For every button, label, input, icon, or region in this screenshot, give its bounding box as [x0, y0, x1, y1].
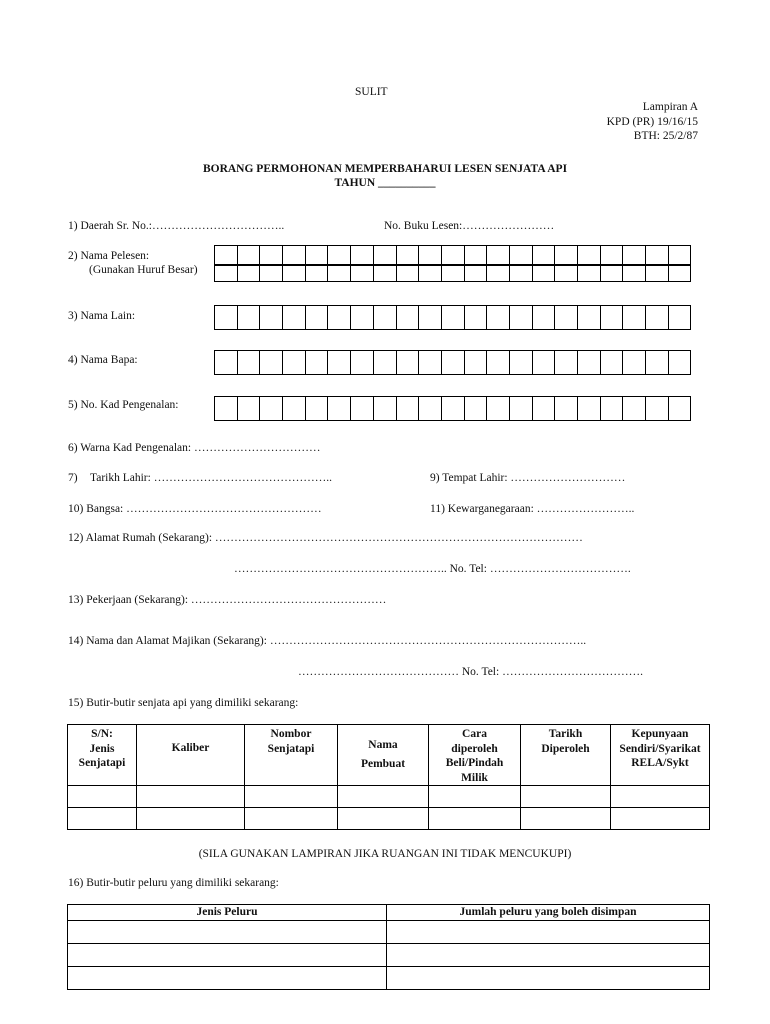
character-box[interactable] [555, 350, 578, 375]
field-majikan-tel[interactable]: …………………………………… No. Tel: ………………………………. [298, 666, 643, 678]
note-attachment: (SILA GUNAKAN LAMPIRAN JIKA RUANGAN INI TIDAK MENCUKUPI) [198, 848, 572, 860]
character-box[interactable] [397, 245, 420, 265]
character-box[interactable] [397, 396, 420, 421]
character-box[interactable] [465, 265, 488, 282]
character-box[interactable] [669, 396, 692, 421]
character-box[interactable] [510, 350, 533, 375]
character-box[interactable] [397, 265, 420, 282]
character-box[interactable] [238, 265, 261, 282]
character-box[interactable] [328, 245, 351, 265]
character-box[interactable] [238, 245, 261, 265]
weapons-table [67, 724, 710, 830]
reference-block [607, 100, 698, 144]
character-box[interactable] [646, 350, 669, 375]
field-bangsa[interactable]: 10) Bangsa: …………………………………………… [68, 503, 322, 515]
form-title-line1: BORANG PERMOHONAN MEMPERBAHARUI LESEN SENJATA API [202, 163, 568, 175]
character-box[interactable] [283, 396, 306, 421]
character-box[interactable] [465, 350, 488, 375]
character-box[interactable] [397, 350, 420, 375]
header-kepunyaan: Kepunyaan Sendiri/Syarikat RELA/Sykt [611, 725, 710, 786]
character-box[interactable] [306, 265, 329, 282]
character-box[interactable] [646, 245, 669, 265]
character-box[interactable] [533, 265, 556, 282]
table-cell[interactable] [429, 786, 521, 808]
character-box[interactable] [215, 265, 238, 282]
nama-pelesen-boxes-row1[interactable] [214, 245, 691, 265]
character-box[interactable] [555, 305, 578, 330]
table-row[interactable] [68, 944, 710, 967]
header-kaliber: Kaliber [137, 725, 245, 786]
character-box[interactable] [442, 245, 465, 265]
table-cell[interactable] [387, 944, 710, 967]
header-nombor-senjatapi: Nombor Senjatapi [245, 725, 338, 786]
table-cell[interactable] [387, 967, 710, 990]
field-alamat-rumah-tel[interactable]: ……………………………………………….. No. Tel: ………………………………. [234, 563, 631, 575]
character-box[interactable] [419, 265, 442, 282]
form-title [0, 162, 770, 190]
character-box[interactable] [578, 396, 601, 421]
character-box[interactable] [646, 396, 669, 421]
nama-pelesen-boxes-row2[interactable] [214, 265, 691, 282]
table-cell[interactable] [137, 808, 245, 830]
character-box[interactable] [646, 305, 669, 330]
character-box[interactable] [487, 350, 510, 375]
character-box[interactable] [623, 305, 646, 330]
header-cara-diperoleh: Cara diperoleh Beli/Pindah Milik [429, 725, 521, 786]
character-box[interactable] [623, 265, 646, 282]
field-nama-pelesen-label: 2) Nama Pelesen: [68, 250, 150, 262]
nama-bapa-boxes[interactable] [214, 350, 691, 375]
character-box[interactable] [555, 265, 578, 282]
table-row[interactable] [68, 921, 710, 944]
table-cell[interactable] [245, 786, 338, 808]
field-daerah-sr-no[interactable]: 1) Daerah Sr. No.:…………………………….. [68, 220, 285, 232]
character-box[interactable] [419, 396, 442, 421]
character-box[interactable] [669, 350, 692, 375]
table-cell[interactable] [68, 808, 137, 830]
character-box[interactable] [669, 245, 692, 265]
character-box[interactable] [215, 245, 238, 265]
character-box[interactable] [328, 396, 351, 421]
character-box[interactable] [283, 305, 306, 330]
header-jumlah-peluru: Jumlah peluru yang boleh disimpan [387, 905, 710, 921]
character-box[interactable] [533, 245, 556, 265]
character-box[interactable] [578, 350, 601, 375]
field-nama-bapa-label: 4) Nama Bapa: [68, 354, 138, 366]
character-box[interactable] [578, 305, 601, 330]
character-box[interactable] [260, 265, 283, 282]
field-tempat-lahir[interactable]: 9) Tempat Lahir: ………………………… [430, 472, 626, 484]
table-cell[interactable] [611, 808, 710, 830]
character-box[interactable] [260, 350, 283, 375]
character-box[interactable] [260, 396, 283, 421]
character-box[interactable] [601, 245, 624, 265]
character-box[interactable] [669, 265, 692, 282]
character-box[interactable] [555, 245, 578, 265]
ammo-table-header-row [68, 905, 710, 921]
character-box[interactable] [601, 265, 624, 282]
character-box[interactable] [260, 245, 283, 265]
character-box[interactable] [238, 350, 261, 375]
character-box[interactable] [419, 305, 442, 330]
character-box[interactable] [215, 305, 238, 330]
character-box[interactable] [351, 350, 374, 375]
character-box[interactable] [601, 396, 624, 421]
header-tarikh-diperoleh: Tarikh Diperoleh [521, 725, 611, 786]
character-box[interactable] [238, 305, 261, 330]
character-box[interactable] [623, 396, 646, 421]
character-box[interactable] [533, 350, 556, 375]
table-cell[interactable] [611, 786, 710, 808]
field-nama-alamat-majikan[interactable]: 14) Nama dan Alamat Majikan (Sekarang): ……………………………………………………………………….. [68, 635, 587, 647]
character-box[interactable] [260, 305, 283, 330]
table-cell[interactable] [387, 921, 710, 944]
character-box[interactable] [555, 396, 578, 421]
character-box[interactable] [487, 245, 510, 265]
character-box[interactable] [351, 245, 374, 265]
character-box[interactable] [238, 396, 261, 421]
character-box[interactable] [442, 265, 465, 282]
character-box[interactable] [397, 305, 420, 330]
table-cell[interactable] [521, 786, 611, 808]
header-jenis-peluru: Jenis Peluru [68, 905, 387, 921]
table-cell[interactable] [68, 921, 387, 944]
character-box[interactable] [623, 245, 646, 265]
character-box[interactable] [374, 396, 397, 421]
character-box[interactable] [351, 396, 374, 421]
character-box[interactable] [374, 265, 397, 282]
character-box[interactable] [510, 245, 533, 265]
table-row[interactable] [68, 808, 710, 830]
character-box[interactable] [328, 305, 351, 330]
character-box[interactable] [306, 350, 329, 375]
table-cell[interactable] [338, 786, 429, 808]
character-box[interactable] [419, 350, 442, 375]
table-cell[interactable] [68, 967, 387, 990]
table-cell[interactable] [245, 808, 338, 830]
character-box[interactable] [646, 265, 669, 282]
field-alamat-rumah[interactable]: 12) Alamat Rumah (Sekarang): …………………………………………………………………………………… [68, 532, 583, 544]
field-warna-kad-pengenalan[interactable]: 6) Warna Kad Pengenalan: …………………………… [68, 442, 321, 454]
character-box[interactable] [374, 245, 397, 265]
character-box[interactable] [328, 350, 351, 375]
character-box[interactable] [419, 245, 442, 265]
character-box[interactable] [510, 396, 533, 421]
field-no-kad-pengenalan-label: 5) No. Kad Pengenalan: [68, 399, 179, 411]
character-box[interactable] [283, 350, 306, 375]
character-box[interactable] [510, 265, 533, 282]
character-box[interactable] [533, 305, 556, 330]
header-nama-pembuat: Nama Pembuat [338, 725, 429, 786]
character-box[interactable] [306, 245, 329, 265]
section-senjata-api-label: 15) Butir-butir senjata api yang dimiliki sekarang: [68, 697, 299, 709]
table-cell[interactable] [68, 944, 387, 967]
character-box[interactable] [533, 396, 556, 421]
character-box[interactable] [215, 350, 238, 375]
table-row[interactable] [68, 786, 710, 808]
character-box[interactable] [601, 305, 624, 330]
character-box[interactable] [487, 265, 510, 282]
character-box[interactable] [283, 245, 306, 265]
field-tarikh-lahir[interactable]: Tarikh Lahir: ……………………………………….. [90, 472, 332, 484]
no-kad-pengenalan-boxes[interactable] [214, 396, 691, 421]
table-cell[interactable] [429, 808, 521, 830]
character-box[interactable] [351, 305, 374, 330]
table-cell[interactable] [338, 808, 429, 830]
form-title-line2: TAHUN __________ [334, 177, 436, 189]
field-7-number: 7) [68, 472, 78, 484]
field-pekerjaan[interactable]: 13) Pekerjaan (Sekarang): …………………………………………… [68, 594, 387, 606]
character-box[interactable] [487, 396, 510, 421]
ref-line: KPD (PR) 19/16/15 [606, 115, 698, 128]
character-box[interactable] [465, 396, 488, 421]
field-kewarganegaraan[interactable]: 11) Kewarganegaraan: …………………….. [430, 503, 635, 515]
table-cell[interactable] [68, 786, 137, 808]
character-box[interactable] [351, 265, 374, 282]
table-cell[interactable] [137, 786, 245, 808]
character-box[interactable] [465, 245, 488, 265]
character-box[interactable] [215, 396, 238, 421]
character-box[interactable] [442, 350, 465, 375]
character-box[interactable] [669, 305, 692, 330]
character-box[interactable] [306, 305, 329, 330]
character-box[interactable] [623, 350, 646, 375]
character-box[interactable] [578, 265, 601, 282]
character-box[interactable] [442, 396, 465, 421]
header-sn-jenis-senjatapi: S/N: Jenis Senjatapi [68, 725, 137, 786]
character-box[interactable] [306, 396, 329, 421]
character-box[interactable] [442, 305, 465, 330]
field-nama-lain-label: 3) Nama Lain: [68, 310, 136, 322]
character-box[interactable] [510, 305, 533, 330]
character-box[interactable] [374, 350, 397, 375]
character-box[interactable] [578, 245, 601, 265]
character-box[interactable] [487, 305, 510, 330]
field-no-buku-lesen[interactable]: No. Buku Lesen:…………………… [384, 220, 555, 232]
character-box[interactable] [283, 265, 306, 282]
weapons-table-header-row [68, 725, 710, 786]
table-row[interactable] [68, 967, 710, 990]
table-cell[interactable] [521, 808, 611, 830]
character-box[interactable] [374, 305, 397, 330]
nama-lain-boxes[interactable] [214, 305, 691, 330]
character-box[interactable] [465, 305, 488, 330]
ref-line: Lampiran A [642, 101, 698, 113]
ammo-table [67, 904, 710, 990]
character-box[interactable] [328, 265, 351, 282]
classification-label: SULIT [355, 86, 388, 98]
character-box[interactable] [601, 350, 624, 375]
field-nama-pelesen-hint: (Gunakan Huruf Besar) [89, 264, 198, 276]
ref-line: BTH: 25/2/87 [633, 130, 698, 142]
section-peluru-label: 16) Butir-butir peluru yang dimiliki sekarang: [68, 877, 279, 889]
